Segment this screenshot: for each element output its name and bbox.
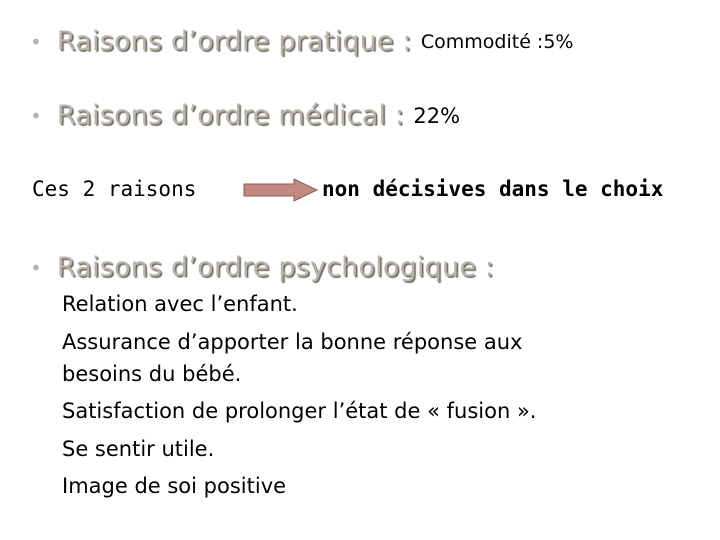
heading-medical: Raisons d’ordre médical :	[56, 100, 405, 131]
ces-2-raisons: Ces 2 raisons	[32, 177, 197, 201]
list-item: Image de soi positive	[62, 474, 287, 498]
bullet-psychologique	[30, 252, 494, 283]
bullet-dot: •	[30, 29, 42, 54]
right-arrow-icon	[242, 176, 320, 204]
list-item: Se sentir utile.	[62, 437, 215, 461]
bullet-pratique	[30, 26, 573, 57]
list-item: Satisfaction de prolonger l’état de « fusion ».	[62, 399, 537, 423]
list-item: Assurance d’apporter la bonne réponse aux	[62, 330, 523, 354]
heading-psychologique: Raisons d’ordre psychologique :	[56, 252, 495, 283]
non-decisives: non décisives dans le choix	[322, 177, 664, 201]
value-medical: 22%	[413, 103, 461, 128]
heading-pratique: Raisons d’ordre pratique :	[56, 26, 412, 57]
bullet-medical	[30, 100, 460, 131]
bullet-dot: •	[30, 255, 42, 280]
list-item: besoins du bébé.	[62, 362, 242, 386]
bullet-dot: •	[30, 103, 42, 128]
list-item: Relation avec l’enfant.	[62, 292, 298, 316]
value-commodite: Commodité :5%	[420, 30, 574, 53]
